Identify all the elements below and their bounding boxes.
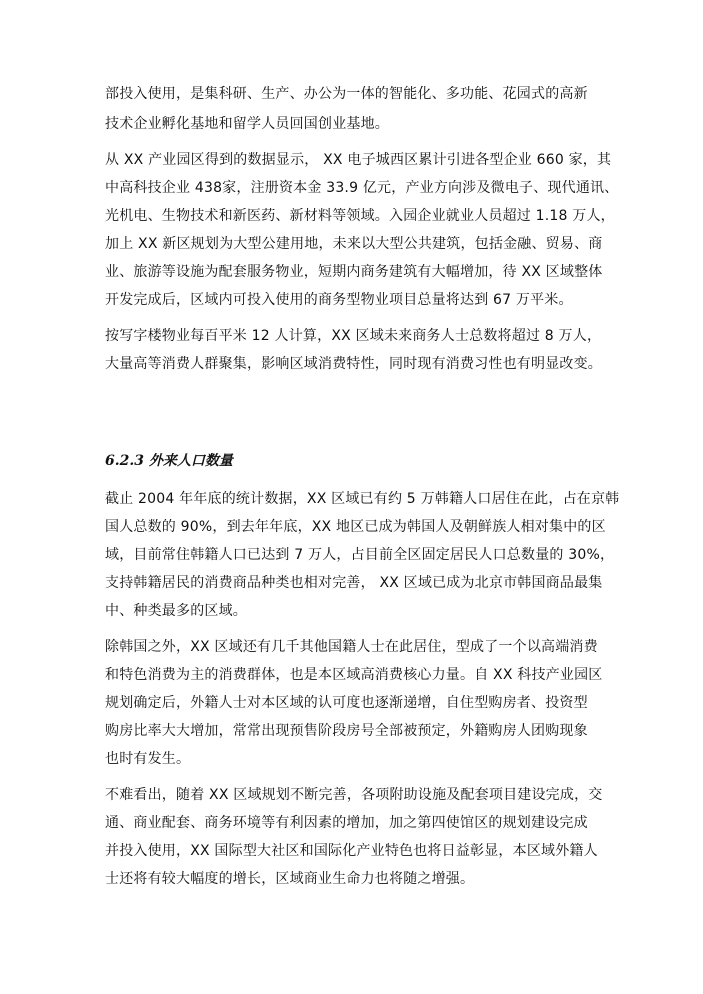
text-line: 加上 XX 新区规划为大型公建用地，未来以大型公共建筑，包括金融、贸易、商 (105, 236, 603, 252)
text-line: 按写字楼物业每百平米 12 人计算，XX 区域未来商务人士总数将超过 8 万人， (105, 328, 602, 344)
text-line: 规划确定后，外籍人士对本区域的认可度也逐渐递增，自住型购房者、投资型 (105, 695, 588, 711)
text-line: 中、种类最多的区域。 (105, 603, 247, 619)
text-line: 并投入使用，XX 国际型大社区和国际化产业特色也将日益彰显，本区域外籍人 (105, 843, 598, 859)
text-line: 开发完成后，区域内可投入使用的商务型物业项目总量将达到 67 万平米。 (105, 292, 573, 308)
text-line: 和特色消费为主的消费群体，也是本区域高消费核心力量。自 XX 科技产业园区 (105, 667, 603, 683)
text-line: 购房比率大大增加，常常出现预售阶段房号全部被预定，外籍购房人团购现象 (105, 723, 588, 739)
section-heading: 6.2.3 外来人口数量 (105, 453, 233, 469)
text-line: 截止 2004 年年底的统计数据，XX 区域已有约 5 万韩籍人口居住在此，占在京韩 (105, 491, 620, 507)
text-line: 不难看出，随着 XX 区域规划不断完善，各项附助设施及配套项目建设完成，交 (105, 787, 603, 803)
text-line: 从 XX 产业园区得到的数据显示， XX 电子城西区累计引进各型企业 660 家，其 (105, 152, 612, 168)
text-line: 业、旅游等设施为配套服务物业，短期内商务建筑有大幅增加，待 XX 区域整体 (105, 264, 603, 280)
text-line: 也时有发生。 (105, 751, 191, 767)
text-line: 国人总数的 90%，到去年年底，XX 地区已成为韩国人及朝鲜族人相对集中的区 (105, 519, 606, 535)
text-line: 大量高等消费人群聚集，影响区域消费特性，同时现有消费习性也有明显改变。 (105, 356, 602, 372)
text-line: 域，目前常住韩籍人口已达到 7 万人，占目前全区固定居民人口总数量的 30%， (105, 547, 615, 563)
text-line: 士还将有较大幅度的增长，区域商业生命力也将随之增强。 (105, 871, 475, 887)
text-line: 支持韩籍居民的消费商品种类也相对完善， XX 区域已成为北京市韩国商品最集 (105, 575, 603, 591)
text-line: 技术企业孵化基地和留学人员回国创业基地。 (105, 116, 389, 132)
text-line: 除韩国之外，XX 区域还有几千其他国籍人士在此居住，型成了一个以高端消费 (105, 639, 598, 655)
text-line: 光机电、生物技术和新医药、新材料等领域。入园企业就业人员超过 1.18 万人， (105, 208, 615, 224)
text-line: 中高科技企业 438家，注册资本金 33.9 亿元，产业方向涉及微电子、现代通讯、 (105, 180, 619, 196)
text-line: 通、商业配套、商务环境等有利因素的增加，加之第四使馆区的规划建设完成 (105, 815, 588, 831)
text-line: 部投入使用，是集科研、生产、办公为一体的智能化、多功能、花园式的高新 (105, 86, 588, 102)
